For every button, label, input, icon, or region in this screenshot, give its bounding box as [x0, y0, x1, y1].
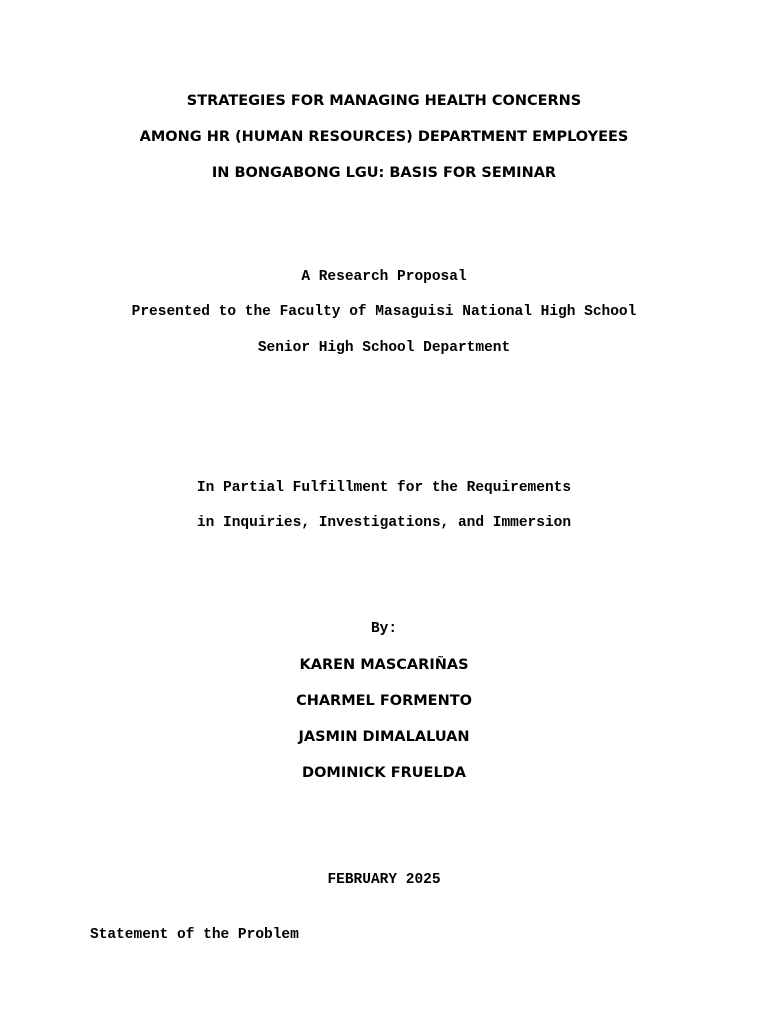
fulfillment-line-2: in Inquiries, Investigations, and Immersion: [196, 515, 572, 531]
section-heading: Statement of the Problem: [90, 927, 299, 943]
title-line-1: STRATEGIES FOR MANAGING HEALTH CONCERNS: [186, 93, 582, 109]
proposal-line-2: Presented to the Faculty of Masaguisi National High School: [131, 304, 637, 320]
by-label: By:: [370, 621, 398, 637]
document-date: FEBRUARY 2025: [327, 872, 441, 888]
proposal-line-1: A Research Proposal: [301, 269, 467, 285]
author-name: JASMIN DIMALALUAN: [298, 729, 470, 745]
author-name: KAREN MASCARIÑAS: [299, 657, 469, 673]
author-name: DOMINICK FRUELDA: [302, 765, 466, 781]
author-name: CHARMEL FORMENTO: [296, 693, 472, 709]
proposal-line-3: Senior High School Department: [257, 340, 511, 356]
title-line-3: IN BONGABONG LGU: BASIS FOR SEMINAR: [211, 165, 557, 181]
fulfillment-line-1: In Partial Fulfillment for the Requirements: [196, 480, 572, 496]
title-line-2: AMONG HR (HUMAN RESOURCES) DEPARTMENT EMPLOYEES: [139, 129, 629, 145]
